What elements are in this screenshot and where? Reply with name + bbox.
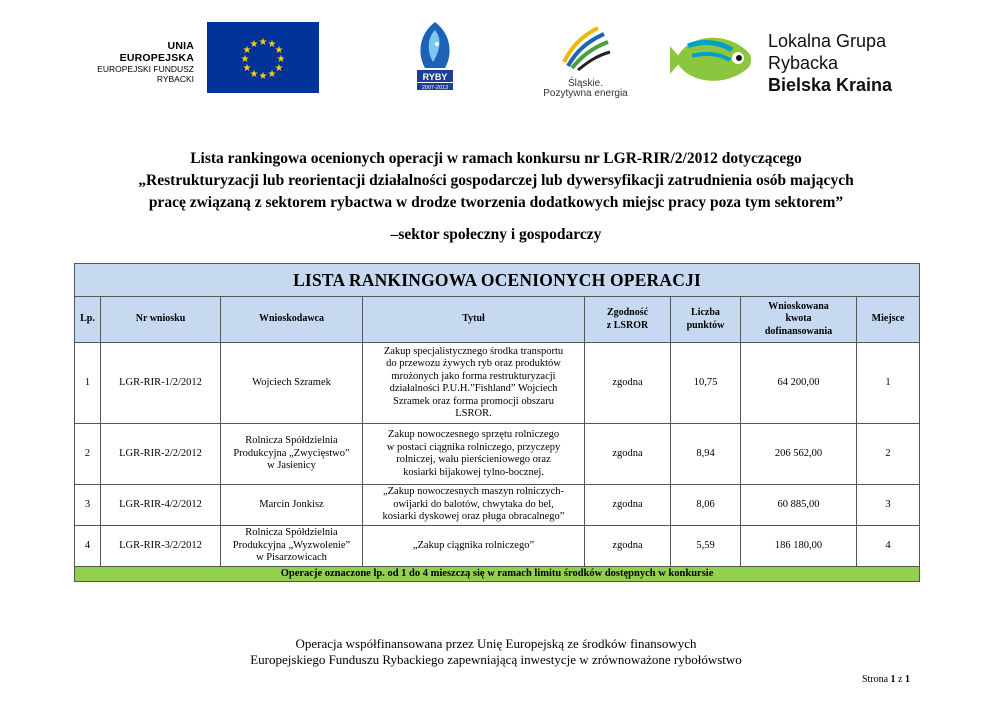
sector-subtitle: –sektor społeczny i gospodarczy bbox=[390, 226, 602, 243]
header-points-line1: Liczba bbox=[691, 307, 720, 318]
title-line: w postaci ciągnika rolniczego, przyczepy bbox=[386, 441, 561, 453]
cell-points: 10,75 bbox=[671, 343, 741, 424]
svg-text:★: ★ bbox=[242, 45, 252, 56]
cell-amount: 64 200,00 bbox=[741, 343, 857, 424]
table-title-row bbox=[75, 264, 920, 297]
cell-applicant bbox=[221, 485, 363, 526]
header-amount-line2: kwota bbox=[785, 313, 812, 325]
heading-line1: Lista rankingowa ocenionych operacji w ramach konkursu nr LGR-RIR/2/2012 dotyczącego bbox=[190, 150, 802, 167]
svg-text:★: ★ bbox=[249, 39, 259, 50]
header-place: Miejsce bbox=[857, 297, 920, 343]
cell-title bbox=[363, 343, 585, 424]
slaskie-line2: Pozytywna energia bbox=[543, 88, 628, 99]
cell-applicant bbox=[221, 343, 363, 424]
table-header-row bbox=[75, 297, 920, 343]
lgr-line1: Lokalna Grupa bbox=[768, 31, 887, 51]
cell-conformity: zgodna bbox=[585, 526, 671, 567]
cell-place: 2 bbox=[857, 424, 920, 485]
eu-logo-line2: EUROPEJSKI FUNDUSZ bbox=[97, 64, 194, 74]
cell-place: 4 bbox=[857, 526, 920, 567]
header-points-line2: punktów bbox=[686, 319, 725, 331]
eu-flag-icon bbox=[207, 22, 319, 93]
heading-line2: „Restrukturyzacji lub reorientacji działalności gospodarczej lub dywersyfikacji zatrudnienia osób mających bbox=[138, 172, 854, 189]
lgr-logo-text bbox=[768, 30, 892, 96]
title-line: LSROR. bbox=[455, 408, 492, 419]
table-row bbox=[75, 485, 920, 526]
cell-place: 1 bbox=[857, 343, 920, 424]
title-line: Szramek oraz forma promocji obszaru bbox=[393, 395, 554, 407]
svg-text:★: ★ bbox=[240, 54, 250, 65]
table-title: LISTA RANKINGOWA OCENIONYCH OPERACJI bbox=[75, 264, 920, 297]
cell-lp: 3 bbox=[75, 485, 101, 526]
title-line: rolniczej, wału pierścieniowego oraz bbox=[396, 454, 551, 465]
slaskie-logo bbox=[538, 22, 633, 99]
applicant-line: Wojciech Szramek bbox=[252, 376, 331, 388]
cell-applicant bbox=[221, 526, 363, 567]
page-current: 1 bbox=[890, 674, 896, 685]
ryby-years-text: 2007-2013 bbox=[421, 85, 449, 91]
applicant-line: Produkcyjna „Wyzwolenie” bbox=[232, 539, 351, 551]
svg-text:★: ★ bbox=[267, 39, 277, 50]
table-row bbox=[75, 424, 920, 485]
cofinancing-line2: Europejskiego Funduszu Rybackiego zapewniającą inwestycje w zrównoważone rybołówstwo bbox=[250, 652, 742, 667]
title-line: Zakup specjalistycznego środka transportu bbox=[383, 345, 564, 357]
title-line: kosiarki bijakowej tylno-bocznej. bbox=[403, 466, 544, 478]
svg-text:★: ★ bbox=[249, 69, 259, 80]
lgr-fish-icon bbox=[668, 26, 760, 92]
cell-points: 8,06 bbox=[671, 485, 741, 526]
cofinancing-note bbox=[150, 636, 842, 668]
page-number bbox=[862, 674, 910, 685]
cell-nr: LGR-RIR-4/2/2012 bbox=[101, 485, 221, 526]
slaskie-waves-icon bbox=[538, 22, 633, 76]
heading-line3: pracę związaną z sektorem rybactwa w drodze tworzenia dodatkowych miejsc pracy poza tym sektorem” bbox=[148, 194, 844, 211]
cell-nr: LGR-RIR-1/2/2012 bbox=[101, 343, 221, 424]
document-heading bbox=[60, 148, 932, 214]
table-row bbox=[75, 526, 920, 567]
cell-amount: 206 562,00 bbox=[741, 424, 857, 485]
page-word: Strona bbox=[861, 674, 889, 685]
title-line: Zakup nowoczesnego sprzętu rolniczego bbox=[387, 429, 560, 440]
title-line: do przewozu żywych ryb oraz produktów bbox=[386, 358, 561, 369]
header-lp: Lp. bbox=[75, 297, 101, 343]
cell-applicant bbox=[221, 424, 363, 485]
cell-nr: LGR-RIR-3/2/2012 bbox=[101, 526, 221, 567]
title-line: „Zakup ciągnika rolniczego” bbox=[412, 539, 535, 551]
applicant-line: Rolnicza Spółdzielnia bbox=[245, 435, 338, 447]
eu-logo-line1: UNIA EUROPEJSKA bbox=[119, 40, 194, 64]
svg-text:★: ★ bbox=[267, 69, 277, 80]
cell-conformity: zgodna bbox=[585, 485, 671, 526]
header-amount-line3: dofinansowania bbox=[764, 325, 833, 337]
title-line: mrożonych jako forma restrukturyzacji bbox=[391, 370, 556, 382]
lgr-line3: Bielska Kraina bbox=[768, 75, 893, 95]
cofinancing-line1: Operacja współfinansowana przez Unię Europejską ze środków finansowych bbox=[295, 636, 697, 651]
cell-lp: 1 bbox=[75, 343, 101, 424]
title-line: „Zakup nowoczesnych maszyn rolniczych- bbox=[382, 486, 565, 498]
header-applicant: Wnioskodawca bbox=[221, 297, 363, 343]
title-line: działalności P.U.H.”Fishland” Wojciech bbox=[389, 383, 558, 394]
svg-text:★: ★ bbox=[276, 54, 286, 65]
header-title: Tytuł bbox=[363, 297, 585, 343]
cell-title bbox=[363, 424, 585, 485]
ryby-badge-text: RYBY bbox=[422, 72, 448, 82]
svg-text:★: ★ bbox=[242, 63, 252, 74]
applicant-line: Marcin Jonkisz bbox=[259, 498, 324, 510]
header-points bbox=[671, 297, 741, 343]
eu-logo-text bbox=[92, 40, 194, 84]
applicant-line: Produkcyjna „Zwycięstwo” bbox=[233, 447, 350, 459]
cell-lp: 4 bbox=[75, 526, 101, 567]
cell-nr: LGR-RIR-2/2/2012 bbox=[101, 424, 221, 485]
header-amount-line1: Wnioskowana bbox=[768, 300, 829, 312]
cell-points: 8,94 bbox=[671, 424, 741, 485]
ranking-table bbox=[74, 263, 920, 582]
svg-text:★: ★ bbox=[258, 37, 268, 48]
cell-lp: 2 bbox=[75, 424, 101, 485]
slaskie-line1: Śląskie. bbox=[567, 78, 603, 89]
title-line: kosiarki dyskowej oraz pługa obracalnego” bbox=[382, 511, 565, 523]
header-amount bbox=[741, 297, 857, 343]
page-of: z bbox=[898, 674, 903, 685]
cell-amount: 60 885,00 bbox=[741, 485, 857, 526]
svg-text:★: ★ bbox=[274, 63, 284, 74]
cell-conformity: zgodna bbox=[585, 343, 671, 424]
eu-logo-line3: RYBACKI bbox=[156, 74, 194, 84]
header-conformity-line2: z LSROR bbox=[606, 319, 649, 331]
lgr-line2: Rybacka bbox=[768, 53, 839, 73]
svg-text:★: ★ bbox=[274, 45, 284, 56]
table-footer-note: Operacje oznaczone lp. od 1 do 4 mieszczą się w ramach limitu środków dostępnych w konkursie bbox=[75, 567, 920, 582]
table-footer-row bbox=[75, 567, 920, 582]
ryby-program-logo bbox=[413, 20, 457, 94]
cell-points: 5,59 bbox=[671, 526, 741, 567]
header-nr: Nr wniosku bbox=[101, 297, 221, 343]
svg-text:★: ★ bbox=[258, 71, 268, 82]
page-total: 1 bbox=[905, 674, 910, 685]
cell-place: 3 bbox=[857, 485, 920, 526]
cell-title bbox=[363, 526, 585, 567]
header-conformity-line1: Zgodność bbox=[606, 307, 649, 318]
applicant-line: w Jasienicy bbox=[267, 460, 316, 472]
cell-title bbox=[363, 485, 585, 526]
table-row bbox=[75, 343, 920, 424]
cell-amount: 186 180,00 bbox=[741, 526, 857, 567]
applicant-line: Rolnicza Spółdzielnia bbox=[245, 527, 338, 539]
header-conformity bbox=[585, 297, 671, 343]
applicant-line: w Pisarzowicach bbox=[256, 552, 327, 564]
cell-conformity: zgodna bbox=[585, 424, 671, 485]
title-line: owijarki do balotów, chwytaka do bel, bbox=[393, 498, 554, 510]
